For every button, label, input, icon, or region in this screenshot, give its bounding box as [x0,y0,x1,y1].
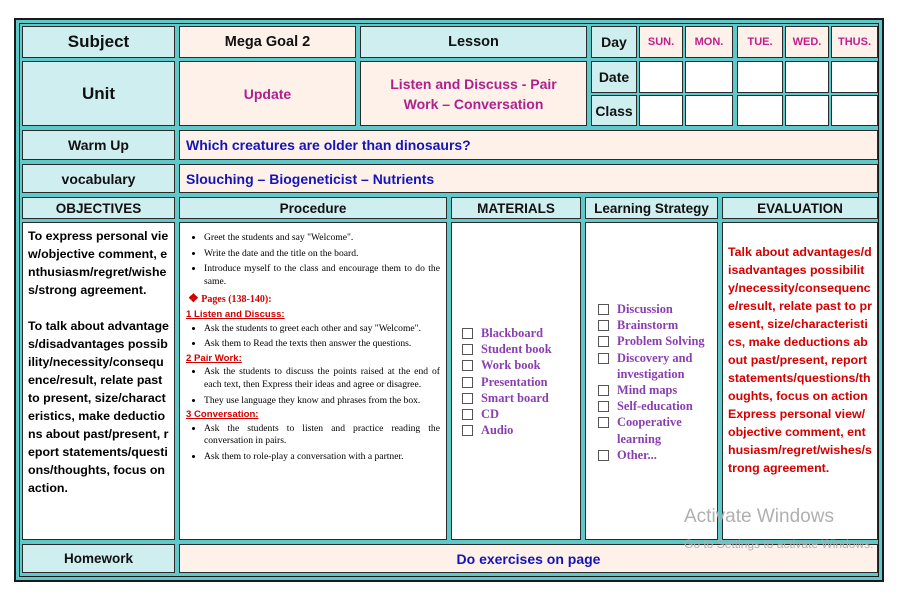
strategy-item[interactable]: Other... [598,447,717,463]
procedure-step: • Introduce myself to the class and encourage them to do the same. [204,262,440,288]
date-label: Date [591,61,637,93]
checkbox-icon[interactable] [598,385,609,396]
day-thursday: THUS. [831,26,878,58]
diamond-bullet-icon: ❖ [188,291,199,306]
procedure-content [179,222,447,540]
strategy-item[interactable]: Brainstorm [598,317,717,333]
class-label: Class [591,95,637,126]
checkbox-icon[interactable] [598,320,609,331]
subject-label: Subject [22,26,175,58]
section-title-pair-work: 2 Pair Work: [186,352,242,364]
procedure-list [186,365,440,407]
checkbox-icon[interactable] [598,417,609,428]
class-thursday-field[interactable] [831,95,878,126]
warm-up-label: Warm Up [22,130,175,160]
material-item[interactable]: Work book [462,357,580,373]
material-item[interactable]: Audio [462,422,580,438]
checkbox-icon[interactable] [598,304,609,315]
day-wednesday: WED. [785,26,829,58]
homework-value: Do exercises on page [179,544,878,573]
lesson-label: Lesson [360,26,587,58]
unit-label: Unit [22,61,175,126]
checkbox-icon[interactable] [462,344,473,355]
date-monday-field[interactable] [685,61,733,93]
procedure-intro-list [186,231,440,288]
vocabulary-label: vocabulary [22,164,175,193]
lesson-value: Listen and Discuss - Pair Work – Conversation [360,61,587,126]
strategy-item[interactable]: Mind maps [598,382,717,398]
material-item[interactable]: Presentation [462,374,580,390]
class-sunday-field[interactable] [639,95,683,126]
date-tuesday-field[interactable] [737,61,783,93]
procedure-step: • Ask them to Read the texts then answer the questions. [204,337,440,351]
date-sunday-field[interactable] [639,61,683,93]
day-label: Day [591,26,637,58]
objectives-header: OBJECTIVES [22,197,175,219]
procedure-step: • Greet the students and say "Welcome". [204,231,440,245]
vocabulary-words: Slouching – Biogeneticist – Nutrients [179,164,878,193]
procedure-step: • Ask them to role-play a conversation with a partner. [204,450,440,464]
strategy-item[interactable]: Cooperative learning [598,414,717,446]
procedure-header: Procedure [179,197,447,219]
procedure-step: • Ask the students to listen and practice reading the conversation in pairs. [204,422,440,448]
class-tuesday-field[interactable] [737,95,783,126]
checkbox-icon[interactable] [462,393,473,404]
materials-header: MATERIALS [451,197,581,219]
strategy-item[interactable]: Discovery and investigation [598,350,717,382]
warm-up-question: Which creatures are older than dinosaurs? [179,130,878,160]
day-tuesday: TUE. [737,26,783,58]
learning-strategy-list [585,222,718,540]
evaluation-text: Talk about advantages/disadvantages possibility/necessity/consequence/result, relate past to present, size/characteristics, make deductions about past/present, report statements/questions/thoughts, focus on action Express personal view/objective comment, enthusiasm/regret/wishes/strong agreement. [722,222,878,540]
strategy-item[interactable]: Self-education [598,398,717,414]
procedure-step: • Ask the students to greet each other and say "Welcome". [204,322,440,336]
strategy-item[interactable]: Discussion [598,301,717,317]
material-item[interactable]: CD [462,406,580,422]
day-sunday: SUN. [639,26,683,58]
materials-list [451,222,581,540]
procedure-list [186,422,440,464]
checkbox-icon[interactable] [462,328,473,339]
procedure-step: • Write the date and the title on the board. [204,247,440,261]
checkbox-icon[interactable] [462,360,473,371]
strategy-item[interactable]: Problem Solving [598,333,717,349]
checkbox-icon[interactable] [598,450,609,461]
objectives-text: To express personal view/objective comment, enthusiasm/regret/wishes/strong agreement. To talk about advantages/disadvantages possibility/necessity/consequence/result, relate past to present, size/characteristics, make deductions about past/present, report statements/questions/thoughts, focus on action. [22,222,175,540]
procedure-list [186,322,440,351]
checkbox-icon[interactable] [598,401,609,412]
checkbox-icon[interactable] [462,377,473,388]
checkbox-icon[interactable] [598,353,609,364]
procedure-step: • Ask the students to discuss the points raised at the end of each text, then Express their ideas and agree or disagree. [204,365,440,391]
checkbox-icon[interactable] [462,425,473,436]
material-item[interactable]: Student book [462,341,580,357]
day-monday: MON. [685,26,733,58]
material-item[interactable]: Smart board [462,390,580,406]
date-wednesday-field[interactable] [785,61,829,93]
homework-label: Homework [22,544,175,573]
checkbox-icon[interactable] [598,336,609,347]
class-wednesday-field[interactable] [785,95,829,126]
evaluation-header: EVALUATION [722,197,878,219]
material-item[interactable]: Blackboard [462,325,580,341]
section-title-conversation: 3 Conversation: [186,409,259,421]
date-thursday-field[interactable] [831,61,878,93]
unit-value: Update [179,61,356,126]
subject-value: Mega Goal 2 [179,26,356,58]
learning-strategy-header: Learning Strategy [585,197,718,219]
section-title-listen-discuss: 1 Listen and Discuss: [186,308,285,320]
procedure-step: • They use language they know and phrases from the box. [204,394,440,408]
activate-windows-subtitle: Go to Settings to activate Windows. [684,537,874,551]
class-monday-field[interactable] [685,95,733,126]
pages-heading: ❖ Pages (138-140): [188,291,272,306]
checkbox-icon[interactable] [462,409,473,420]
activate-windows-title: Activate Windows [684,506,834,527]
